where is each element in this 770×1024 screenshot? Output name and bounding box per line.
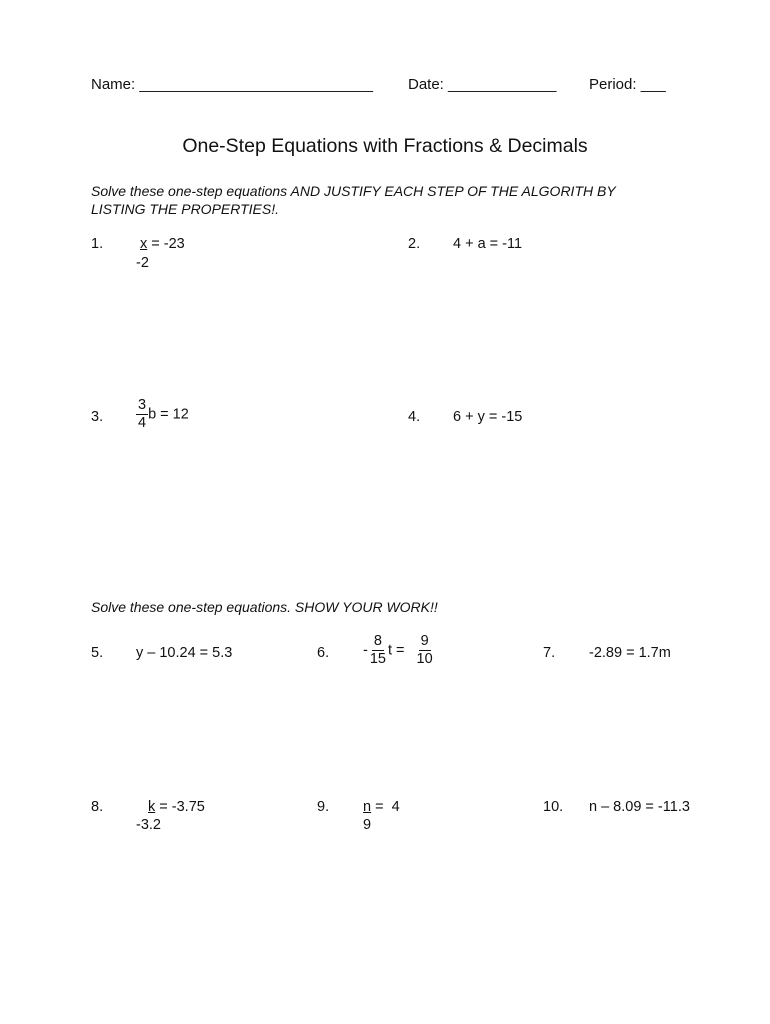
problem-9-number: 9. [317,799,330,815]
problem-8-equation [148,799,205,815]
problem-10-equation: n – 8.09 = -11.3 [589,799,690,815]
problem-1-number: 1. [91,236,104,252]
problem-3-denominator: 4 [138,415,147,431]
problem-3-numerator: 3 [138,397,147,413]
problem-6-fraction-left [368,633,388,668]
problem-6-number: 6. [317,645,330,661]
problem-5-equation: y – 10.24 = 5.3 [136,645,233,661]
problem-2-number: 2. [408,236,421,252]
section2-instructions: Solve these one-step equations. SHOW YOUR WORK!! [91,599,438,615]
problem-9-numerator: n [363,799,372,815]
problem-6-variable: t = [387,642,405,659]
problem-8-denominator: -3.2 [136,817,161,833]
problem-4-equation: 6 + y = -15 [453,409,523,425]
page-title: One-Step Equations with Fractions & Decimals [182,135,588,157]
problem-9-equation [363,799,400,815]
problem-2-equation: 4 + a = -11 [453,236,523,252]
problem-8-rhs: = -3.75 [159,799,205,815]
section1-instructions-line1: Solve these one-step equations AND JUSTIFY EACH STEP OF THE ALGORITH BY [91,183,616,199]
problem-3-equation [136,397,189,432]
problem-6-numerator-right: 9 [420,633,429,649]
problem-7-equation: -2.89 = 1.7m [589,645,671,661]
problem-3-number: 3. [91,409,104,425]
problem-9-denominator: 9 [363,817,372,833]
problem-8-numerator: k [148,799,156,815]
problem-1-equation [140,236,185,252]
problem-9-rhs: = 4 [375,799,400,815]
problem-1-rhs: = -23 [151,236,185,252]
problem-6-denominator-right: 10 [416,651,433,667]
problem-7-number: 7. [543,645,556,661]
problem-3-fraction [136,397,148,432]
name-field-label: Name: ____________________________ [91,76,373,93]
problem-10-number: 10. [543,799,564,815]
problem-6-fraction-right [415,633,435,668]
problem-8-number: 8. [91,799,104,815]
section1-instructions-line2: LISTING THE PROPERTIES!. [91,201,280,217]
problem-1-numerator: x [140,236,148,252]
date-field-label: Date: _____________ [408,76,557,93]
problem-4-number: 4. [408,409,421,425]
problem-3-rhs: b = 12 [148,406,189,423]
problem-6-sign: - [363,642,368,659]
problem-6-numerator-left: 8 [373,633,382,649]
problem-1-denominator: -2 [136,255,149,271]
problem-5-number: 5. [91,645,104,661]
period-field-label: Period: ___ [589,76,666,93]
problem-6-denominator-left: 15 [369,651,386,667]
problem-6-equation [363,633,435,668]
